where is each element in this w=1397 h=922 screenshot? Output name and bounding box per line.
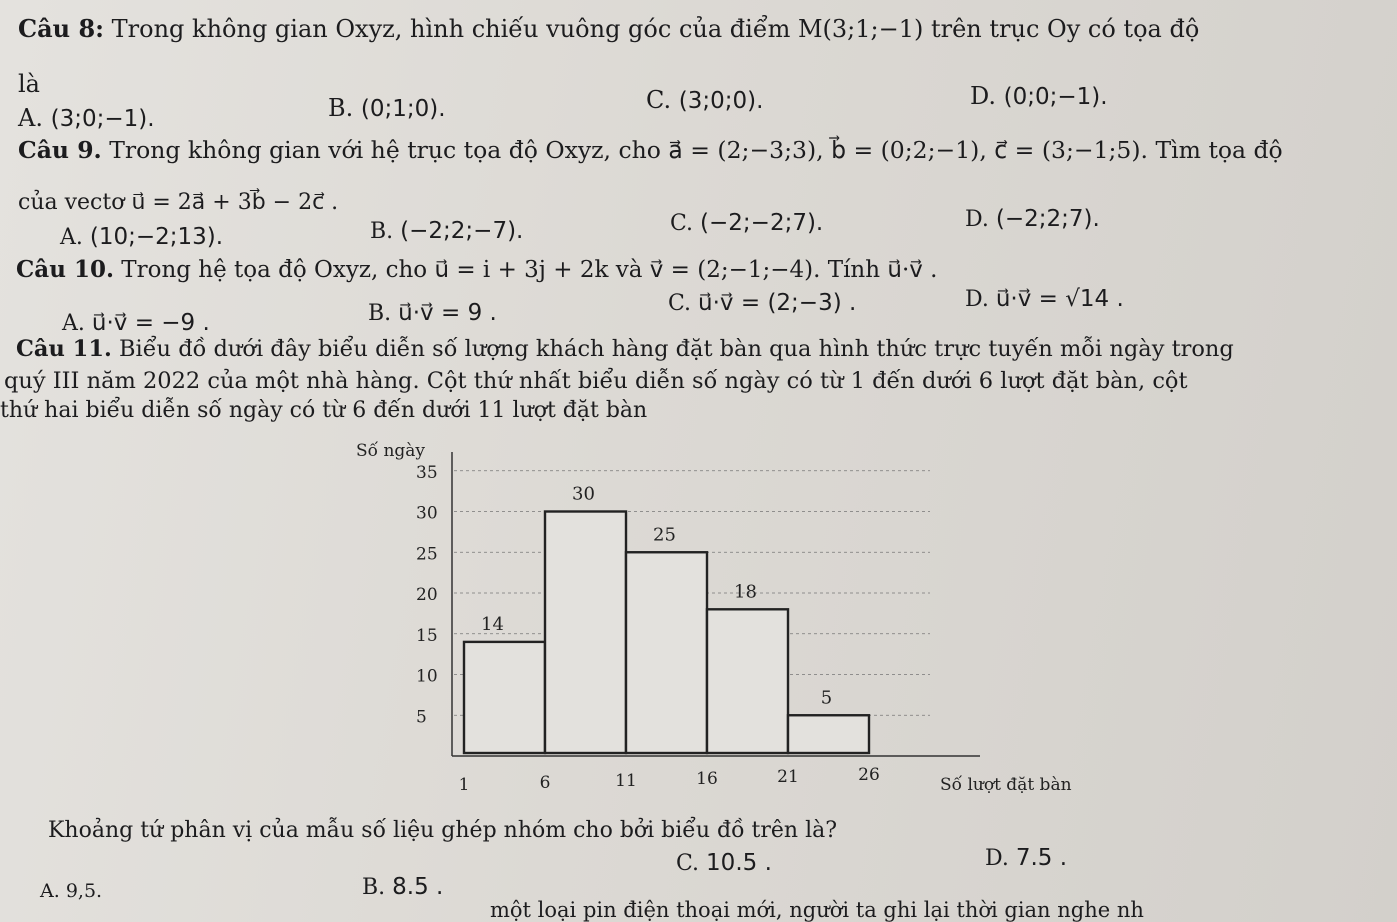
x-tick-label: 1 xyxy=(458,775,470,795)
histogram-chart xyxy=(340,432,1120,812)
question-8-body: Trong không gian Oxyz, hình chiếu vuông góc của điểm M(3;1;−1) trên trục Oy có tọa độ xyxy=(111,15,1200,43)
y-axis-label: Số ngày xyxy=(356,441,426,461)
x-tick-label: 16 xyxy=(696,769,718,789)
histogram-bar xyxy=(707,609,788,753)
q8-option-b: B. (0;1;0). xyxy=(328,94,446,122)
q11-option-a: A. 9,5. xyxy=(40,880,103,902)
y-tick-labels xyxy=(416,463,438,728)
q10-option-a: A. u⃗·v⃗ = −9 . xyxy=(62,310,210,336)
q11-option-c: C. 10.5 . xyxy=(676,850,772,876)
q8-option-c: C. (3;0;0). xyxy=(646,86,764,114)
y-tick-label: 25 xyxy=(416,544,438,565)
question-9-continuation: của vectơ u⃗ = 2a⃗ + 3b⃗ − 2c⃗ . xyxy=(18,190,339,215)
histogram-bar xyxy=(788,715,869,753)
question-8-continuation: là xyxy=(18,70,40,98)
q10-option-c: C. u⃗·v⃗ = (2;−3) . xyxy=(668,290,857,316)
question-11-number: Câu 11. xyxy=(16,336,112,362)
x-tick-label: 11 xyxy=(615,771,637,791)
question-9-body: Trong không gian với hệ trục tọa độ Oxyz, cho a⃗ = (2;−3;3), b⃗ = (0;2;−1), c⃗ = (3;−1;5). Tìm tọa độ xyxy=(109,136,1283,164)
histogram-bars xyxy=(464,512,869,754)
y-tick-label: 30 xyxy=(416,503,438,524)
q9-option-a: A. (10;−2;13). xyxy=(60,224,224,250)
x-tick-label: 6 xyxy=(539,773,551,793)
q11-option-d: D. 7.5 . xyxy=(985,845,1068,871)
q9-option-c: C. (−2;−2;7). xyxy=(670,210,824,236)
q8-option-d: D. (0;0;−1). xyxy=(970,82,1108,110)
question-9-number: Câu 9. xyxy=(18,136,102,164)
question-11-line-1: Câu 11. Biểu đồ dưới đây biểu diễn số lượng khách hàng đặt bàn qua hình thức trực tuyến mỗi ngày trong xyxy=(16,336,1234,362)
q10-option-d: D. u⃗·v⃗ = √14 . xyxy=(965,286,1124,312)
histogram-bar xyxy=(626,552,707,753)
q11-option-b: B. 8.5 . xyxy=(362,874,444,900)
y-tick-label: 15 xyxy=(416,625,438,646)
histogram-bar xyxy=(545,512,626,754)
y-tick-label: 35 xyxy=(416,462,438,483)
x-tick-labels xyxy=(459,765,880,795)
q10-option-b: B. u⃗·v⃗ = 9 . xyxy=(368,300,497,326)
question-11-line-2: quý III năm 2022 của một nhà hàng. Cột thứ nhất biểu diễn số ngày có từ 1 đến dưới 6 lượt đặt bàn, cột xyxy=(4,368,1188,394)
question-8-number: Câu 8: xyxy=(18,14,105,43)
question-10-body: Trong hệ tọa độ Oxyz, cho u⃗ = i + 3j + 2k và v⃗ = (2;−1;−4). Tính u⃗·v⃗ . xyxy=(121,257,938,283)
question-8-text xyxy=(18,14,1199,43)
histogram-bar xyxy=(464,642,545,753)
x-axis-label: Số lượt đặt bàn xyxy=(940,775,1072,795)
question-10-text xyxy=(16,256,938,283)
q8-option-a: A. (3;0;−1). xyxy=(18,104,155,132)
bar-value-label: 30 xyxy=(572,483,595,505)
q9-option-b: B. (−2;2;−7). xyxy=(370,218,524,244)
bar-value-label: 5 xyxy=(820,687,833,709)
question-11-prompt: Khoảng tứ phân vị của mẫu số liệu ghép nhóm cho bởi biểu đồ trên là? xyxy=(48,818,838,843)
bar-value-label: 25 xyxy=(653,524,676,546)
question-9-text xyxy=(18,136,1283,164)
question-10-number: Câu 10. xyxy=(16,256,114,283)
next-question-fragment: một loại pin điện thoại mới, người ta ghi lại thời gian nghe nh xyxy=(490,898,1144,922)
x-tick-label: 26 xyxy=(858,765,880,785)
bar-value-label: 18 xyxy=(734,581,757,603)
y-tick-label: 20 xyxy=(416,585,438,605)
q9-option-d: D. (−2;2;7). xyxy=(965,206,1100,232)
y-tick-label: 5 xyxy=(416,707,427,728)
y-tick-label: 10 xyxy=(416,666,438,687)
bar-value-label: 14 xyxy=(481,613,504,635)
question-11-line-3: thứ hai biểu diễn số ngày có từ 6 đến dưới 11 lượt đặt bàn xyxy=(0,398,648,423)
x-tick-label: 21 xyxy=(777,767,799,787)
